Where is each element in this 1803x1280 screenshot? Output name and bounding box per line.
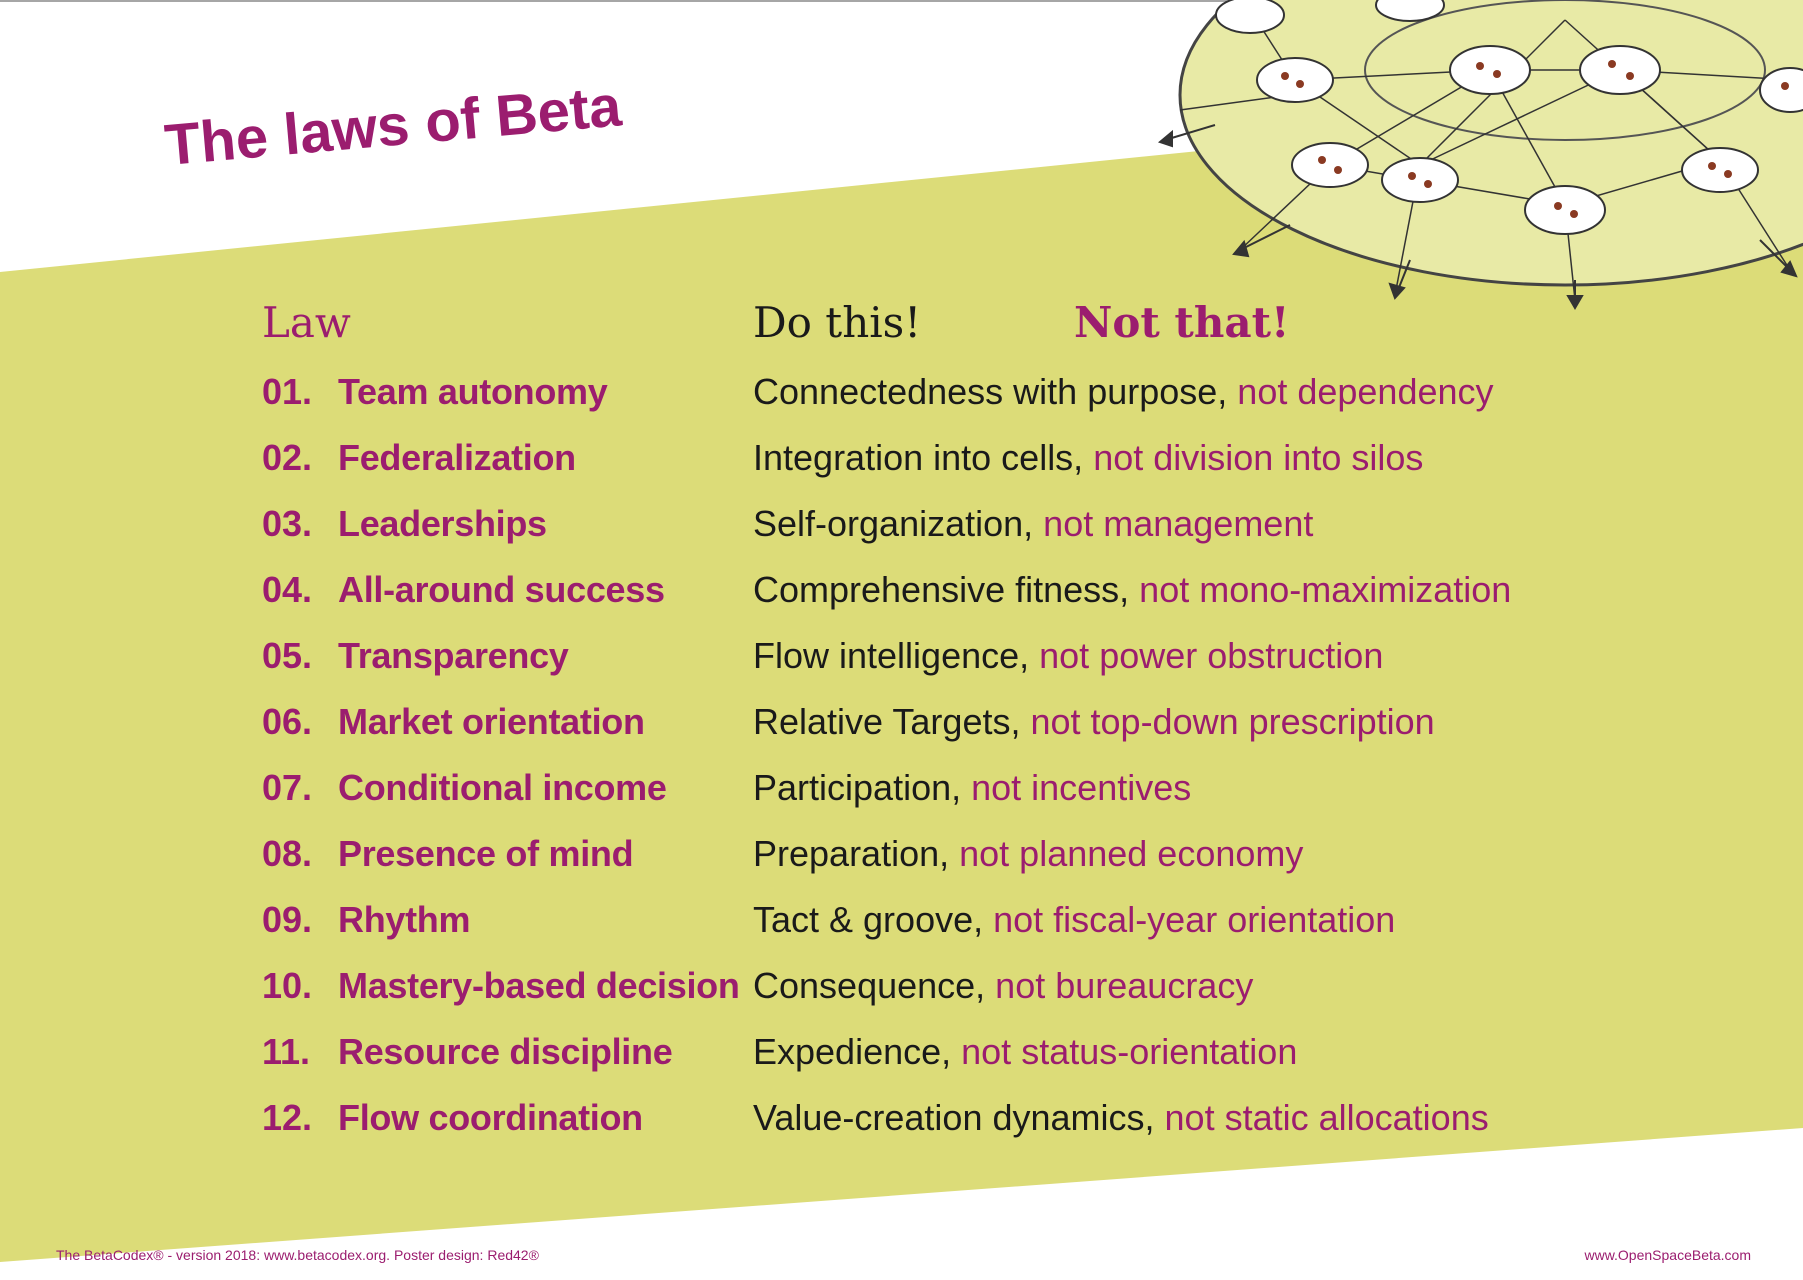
law-number: 08. [262,833,313,874]
law-number: 09. [262,899,313,940]
not-that-text: not mono-maximization [1129,569,1512,610]
law-name: Federalization [338,437,576,478]
do-this-text: Preparation, [753,833,950,874]
law-name: Flow coordination [338,1097,643,1138]
law-description [753,498,1313,550]
page-title: The laws of Beta [162,73,624,179]
footer-website: www.OpenSpaceBeta.com [1584,1247,1751,1263]
not-that-text: not status-orientation [951,1031,1298,1072]
do-this-text: Participation, [753,767,962,808]
do-this-text: Consequence, [753,965,986,1006]
law-name: Rhythm [338,899,471,940]
law-description [753,696,1435,748]
law-description [753,630,1383,682]
not-that-text: not power obstruction [1029,635,1384,676]
law-description [753,762,1191,814]
not-that-text: not bureaucracy [985,965,1254,1006]
law-description [753,432,1423,484]
do-this-text: Connectedness with purpose, [753,371,1228,412]
law-number: 05. [262,635,313,676]
law-number: 07. [262,767,313,808]
footer-credits: The BetaCodex® - version 2018: www.betacodex.org. Poster design: Red42® [56,1247,539,1263]
law-number: 04. [262,569,313,610]
not-that-text: not static allocations [1154,1097,1489,1138]
do-this-text: Flow intelligence, [753,635,1030,676]
not-that-text: not incentives [961,767,1192,808]
not-that-text: not management [1033,503,1314,544]
law-name: Mastery-based decision [338,965,740,1006]
law-description [753,828,1303,880]
law-description [753,1026,1297,1078]
law-number: 06. [262,701,313,742]
law-number: 02. [262,437,313,478]
do-this-text: Expedience, [753,1031,952,1072]
do-this-text: Tact & groove, [753,899,984,940]
law-name: Transparency [338,635,569,676]
law-number: 11. [262,1031,311,1072]
header-not-that: Not that! [1074,298,1290,347]
not-that-text: not fiscal-year orientation [983,899,1396,940]
law-number: 01. [262,371,313,412]
do-this-text: Self-organization, [753,503,1034,544]
not-that-text: not top-down prescription [1020,701,1435,742]
header-do-this: Do this! [753,298,922,347]
law-description [753,960,1253,1012]
law-description [753,564,1511,616]
law-number: 12. [262,1097,313,1138]
do-this-text: Comprehensive fitness, [753,569,1130,610]
do-this-text: Value-creation dynamics, [753,1097,1155,1138]
law-description [753,894,1395,946]
not-that-text: not dependency [1227,371,1494,412]
do-this-text: Integration into cells, [753,437,1084,478]
law-name: Market orientation [338,701,645,742]
law-name: Resource discipline [338,1031,673,1072]
do-this-text: Relative Targets, [753,701,1021,742]
not-that-text: not division into silos [1083,437,1424,478]
law-description [753,1092,1489,1144]
law-name: Presence of mind [338,833,634,874]
law-number: 10. [262,965,313,1006]
law-number: 03. [262,503,313,544]
law-description [753,366,1494,418]
law-name: All-around success [338,569,665,610]
law-name: Team autonomy [338,371,608,412]
not-that-text: not planned economy [949,833,1304,874]
law-name: Conditional income [338,767,667,808]
law-name: Leaderships [338,503,547,544]
header-law: Law [262,298,351,347]
